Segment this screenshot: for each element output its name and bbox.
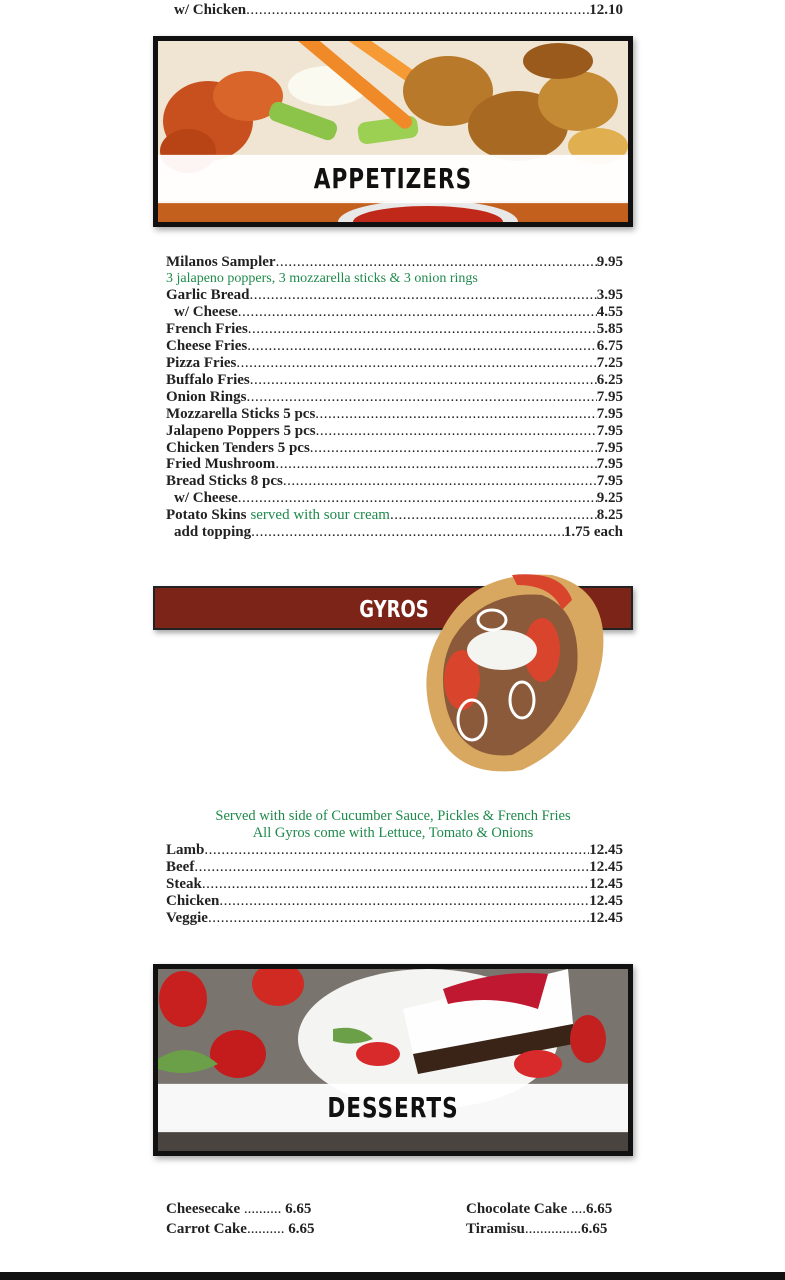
- item-price: 9.25: [596, 490, 623, 506]
- leader-dots: [251, 524, 564, 541]
- item-name: Garlic Bread: [166, 287, 250, 303]
- leader-dots: [246, 389, 596, 406]
- menu-item: [166, 372, 623, 389]
- item-name: Jalapeno Poppers 5 pcs: [166, 423, 316, 439]
- gyros-note-sides: Served with side of Cucumber Sauce, Pickles & French Fries: [215, 808, 571, 824]
- leader-dots: [310, 440, 597, 457]
- item-price: 7.95: [596, 440, 623, 456]
- item-price: 6.65: [586, 1201, 613, 1217]
- item-name: w/ Cheese: [174, 490, 238, 506]
- item-name: Chicken Tenders 5 pcs: [166, 440, 310, 456]
- menu-item-chicken: [166, 2, 623, 19]
- item-name: French Fries: [166, 321, 248, 337]
- item-name: Beef: [166, 859, 195, 875]
- item-name: Lamb: [166, 842, 205, 858]
- leader-dots: [238, 304, 597, 321]
- leader-dots: [390, 507, 597, 524]
- menu-item: [166, 490, 623, 507]
- item-price: 7.95: [596, 423, 623, 439]
- bottom-border: [0, 1272, 785, 1280]
- item-name: Steak: [166, 876, 202, 892]
- item-name: Cheese Fries: [166, 338, 248, 354]
- item-price: 8.25: [596, 507, 623, 523]
- leader-dots: ..........: [246, 1221, 285, 1237]
- item-price: 7.95: [596, 456, 623, 472]
- leader-dots: ..........: [243, 1201, 282, 1217]
- item-price: 7.25: [596, 355, 623, 371]
- menu-item: [166, 473, 623, 490]
- item-price: 4.55: [596, 304, 623, 320]
- menu-item: [166, 406, 623, 423]
- item-price: 5.85: [596, 321, 623, 337]
- leader-dots: [315, 406, 596, 423]
- leader-dots: [249, 287, 596, 304]
- dessert-item: [166, 1201, 311, 1218]
- item-name: Tiramisu: [466, 1221, 525, 1237]
- item-price: 3.95: [596, 287, 623, 303]
- item-name: Chicken: [166, 893, 220, 909]
- item-name: Cheesecake: [166, 1201, 241, 1217]
- menu-item: [166, 507, 623, 524]
- sampler-description: 3 jalapeno poppers, 3 mozzarella sticks & 3 onion rings: [166, 271, 478, 286]
- item-price: 6.25: [596, 372, 623, 388]
- item-price: 6.65: [285, 1201, 312, 1217]
- item-price: 12.45: [589, 893, 623, 909]
- item-name: Veggie: [166, 910, 208, 926]
- gyros-note-toppings: All Gyros come with Lettuce, Tomato & Onions: [252, 825, 534, 841]
- leader-dots: [250, 372, 597, 389]
- leader-dots: [204, 842, 589, 859]
- item-name: Fried Mushroom: [166, 456, 276, 472]
- appetizers-title: APPETIZERS: [158, 155, 628, 203]
- item-name: Bread Sticks 8 pcs: [166, 473, 283, 489]
- menu-item: [166, 338, 623, 355]
- menu-item: [166, 254, 623, 271]
- leader-dots: [246, 2, 589, 19]
- dessert-item: [466, 1221, 607, 1238]
- dessert-item: [166, 1221, 314, 1238]
- item-name: w/ Cheese: [174, 304, 238, 320]
- item-price: 12.10: [589, 2, 623, 18]
- item-price: 6.65: [288, 1221, 315, 1237]
- item-name: add topping: [174, 524, 252, 540]
- item-name: Carrot Cake: [166, 1221, 247, 1237]
- item-price: 6.75: [596, 338, 623, 354]
- desserts-banner: [153, 964, 633, 1156]
- item-name: Chocolate Cake: [466, 1201, 568, 1217]
- menu-item: [166, 524, 623, 541]
- menu-item: [166, 859, 623, 876]
- desserts-title: DESSERTS: [158, 1084, 628, 1132]
- menu-item: [166, 440, 623, 457]
- menu-item: [166, 355, 623, 372]
- leader-dots: [316, 423, 597, 440]
- menu-item: [166, 287, 623, 304]
- leader-dots: [283, 473, 597, 490]
- item-price: 6.65: [581, 1221, 608, 1237]
- item-name: Mozzarella Sticks 5 pcs: [166, 406, 316, 422]
- leader-dots: [238, 490, 597, 507]
- item-price: 7.95: [596, 406, 623, 422]
- menu-item: [166, 423, 623, 440]
- leader-dots: [275, 456, 596, 473]
- menu-item: [166, 456, 623, 473]
- item-price: 12.45: [589, 910, 623, 926]
- leader-dots: [194, 859, 589, 876]
- item-price: 12.45: [589, 859, 623, 875]
- leader-dots: [202, 876, 589, 893]
- menu-item: [166, 389, 623, 406]
- item-name: Onion Rings: [166, 389, 247, 405]
- leader-dots: ...............: [524, 1221, 582, 1237]
- item-name: Milanos Sampler: [166, 254, 276, 270]
- leader-dots: [276, 254, 597, 271]
- leader-dots: [236, 355, 596, 372]
- item-price: 12.45: [589, 842, 623, 858]
- menu-item: [166, 842, 623, 859]
- leader-dots: [208, 910, 589, 927]
- gyros-title: GYROS: [359, 595, 429, 623]
- menu-item: [166, 893, 623, 910]
- item-price: 9.95: [596, 254, 623, 270]
- leader-dots: [247, 338, 597, 355]
- dessert-item: [466, 1201, 612, 1218]
- menu-item: [166, 910, 623, 927]
- item-name: Potato Skins: [166, 507, 247, 523]
- leader-dots: [248, 321, 597, 338]
- appetizers-banner: [153, 36, 633, 227]
- leader-dots: ....: [571, 1201, 586, 1217]
- menu-item: [166, 321, 623, 338]
- item-name: w/ Chicken: [174, 2, 247, 18]
- item-note: served with sour cream: [250, 507, 390, 523]
- item-price: 1.75 each: [563, 524, 623, 540]
- gyro-photo: [412, 570, 612, 780]
- item-price: 7.95: [596, 389, 623, 405]
- menu-item: [166, 876, 623, 893]
- item-name: Pizza Fries: [166, 355, 237, 371]
- menu-item: [166, 304, 623, 321]
- item-price: 7.95: [596, 473, 623, 489]
- item-name: Buffalo Fries: [166, 372, 250, 388]
- item-price: 12.45: [589, 876, 623, 892]
- leader-dots: [219, 893, 589, 910]
